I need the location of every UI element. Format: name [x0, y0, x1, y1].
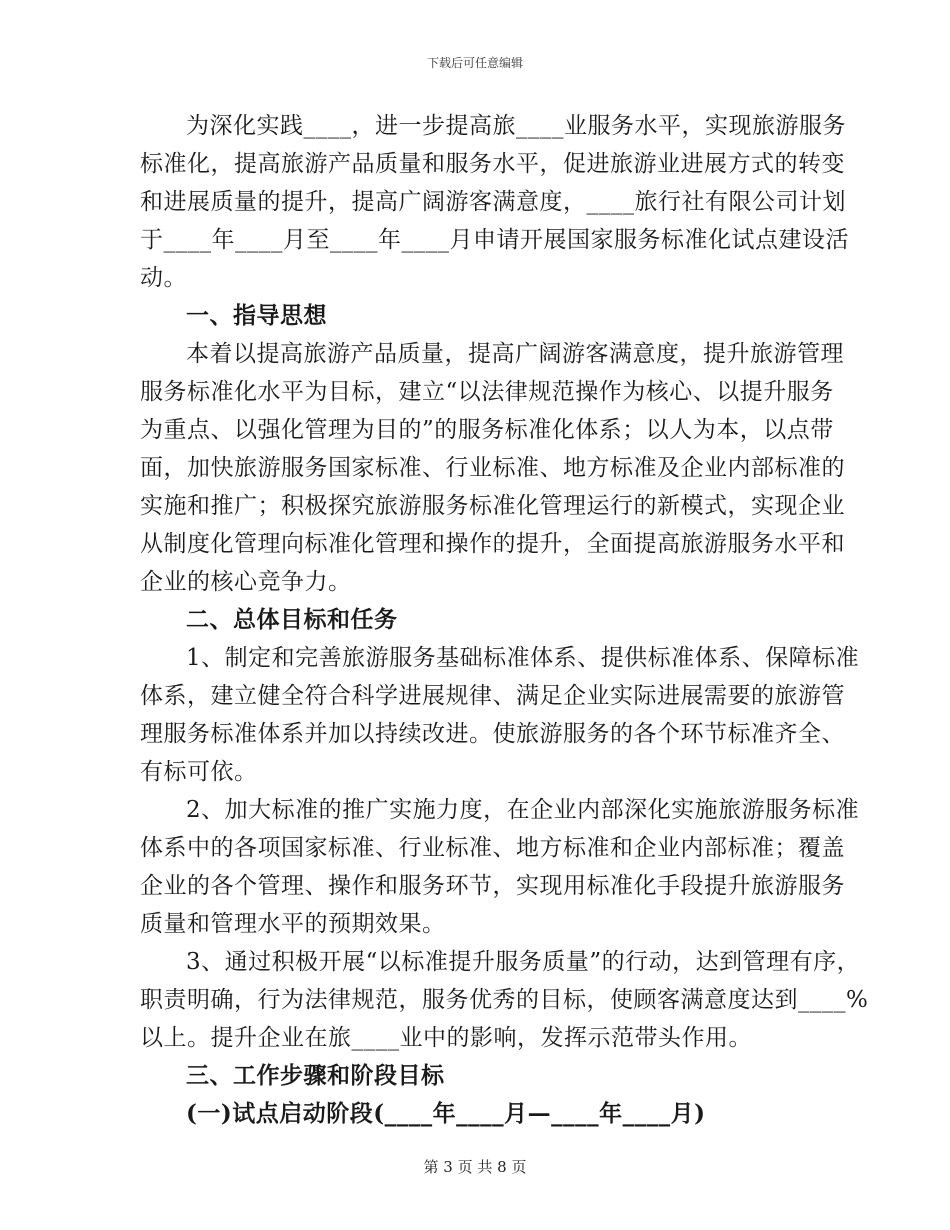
paragraph-line: 职责明确，行为法律规范，服务优秀的目标，使顾客满意度达到____% [140, 987, 869, 1013]
paragraph-line: 标准化，提高旅游产品质量和服务水平，促进旅游业进展方式的转变 [140, 151, 845, 177]
subsection-heading: (一)试点启动阶段(____年____月—____年____月) [186, 1100, 706, 1127]
paragraph-line: 本着以提高旅游产品质量，提高广阔游客满意度，提升旅游管理 [186, 341, 844, 367]
document-body [140, 108, 869, 1134]
paragraph-line: 1、制定和完善旅游服务基础标准体系、提供标准体系、保障标准 [186, 645, 860, 671]
paragraph-line: 服务标准化水平为目标，建立“以法律规范操作为核心、以提升服务 [140, 379, 834, 405]
paragraph-line: 和进展质量的提升，提高广阔游客满意度，____旅行社有限公司计划 [140, 189, 846, 215]
paragraph-line: 体系，建立健全符合科学进展规律、满足企业实际进展需要的旅游管 [140, 683, 845, 709]
page-footer: 第 3 页 共 8 页 [423, 1158, 527, 1176]
section-heading: 三、工作步骤和阶段目标 [186, 1062, 445, 1089]
paragraph-line: 于____年____月至____年____月申请开展国家服务标准化试点建设活 [140, 227, 849, 253]
paragraph-line: 从制度化管理向标准化管理和操作的提升，全面提高旅游服务水平和 [140, 531, 845, 557]
paragraph-line: 为重点、以强化管理为目的”的服务标准化体系；以人为本，以点带 [140, 417, 834, 443]
paragraph-line: 体系中的各项国家标准、行业标准、地方标准和企业内部标准；覆盖 [140, 835, 845, 861]
paragraph-line: 理服务标准体系并加以持续改进。使旅游服务的各个环节标准齐全、 [140, 721, 845, 747]
paragraph-line: 以上。提升企业在旅____业中的影响，发挥示范带头作用。 [140, 1025, 752, 1051]
paragraph-line: 企业的各个管理、操作和服务环节，实现用标准化手段提升旅游服务 [140, 873, 845, 899]
section-heading: 一、指导思想 [186, 302, 327, 329]
page-header: 下载后可任意编辑 [426, 56, 523, 70]
paragraph-line: 为深化实践____，进一步提高旅____业服务水平，实现旅游服务 [186, 113, 846, 139]
paragraph-line: 面，加快旅游服务国家标准、行业标准、地方标准及企业内部标准的 [140, 455, 845, 481]
paragraph-line: 实施和推广；积极探究旅游服务标准化管理运行的新模式，实现企业 [140, 493, 845, 519]
paragraph-line: 动。 [140, 265, 187, 291]
paragraph-line: 3、通过积极开展“以标准提升服务质量”的行动，达到管理有序， [186, 949, 861, 975]
paragraph-line: 有标可依。 [140, 759, 258, 785]
paragraph-line: 质量和管理水平的预期效果。 [140, 911, 446, 937]
paragraph-line: 2、加大标准的推广实施力度，在企业内部深化实施旅游服务标准 [186, 797, 860, 823]
section-heading: 二、总体目标和任务 [186, 606, 398, 633]
paragraph-line: 企业的核心竞争力。 [140, 569, 352, 595]
